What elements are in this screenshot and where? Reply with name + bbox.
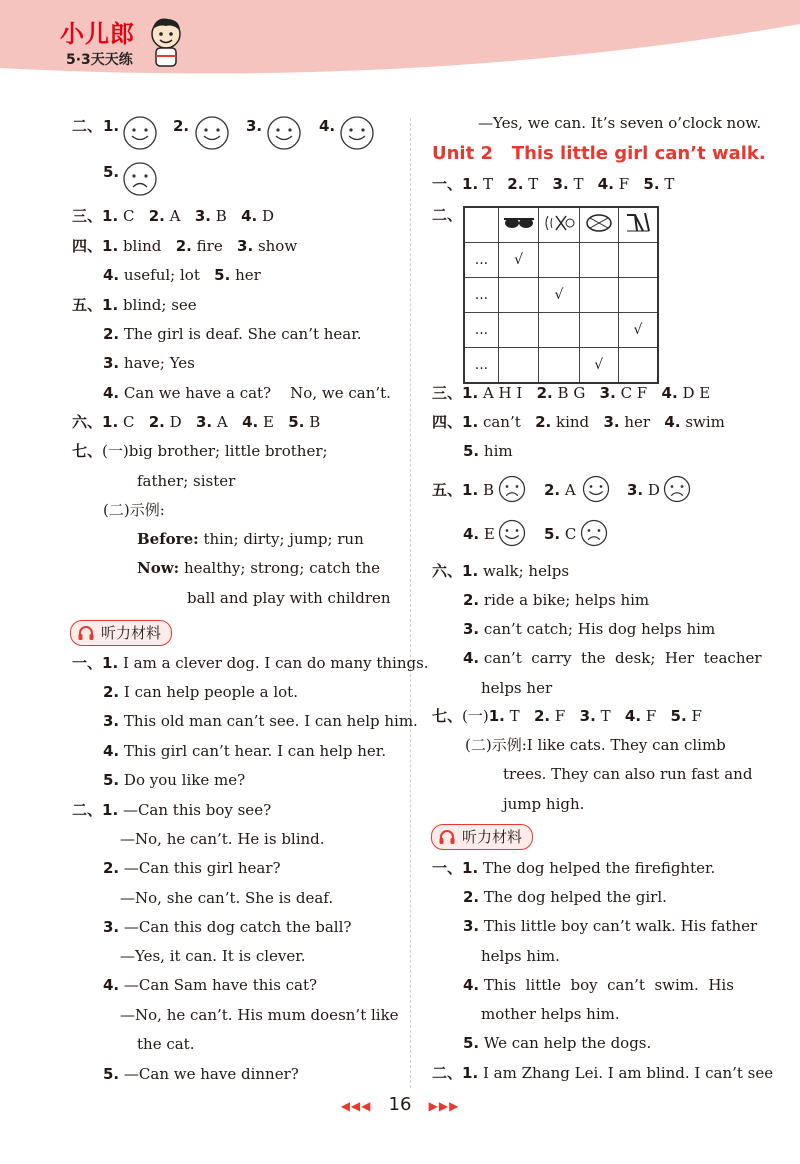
grid-row-label: ... bbox=[464, 278, 498, 313]
right-ex5: 五、1. B bbox=[432, 481, 494, 499]
sunglasses-icon bbox=[498, 207, 538, 243]
happy-face-icon bbox=[339, 115, 375, 151]
check-mark: √ bbox=[618, 313, 658, 348]
page-number: 16 bbox=[388, 1094, 412, 1115]
right-ex3: 三、1. A H I 2. B G 3. C F 4. D E bbox=[432, 384, 711, 402]
headphones-icon bbox=[438, 828, 456, 846]
page-footer bbox=[0, 1094, 800, 1115]
check-mark: √ bbox=[579, 348, 618, 384]
sad-face-icon bbox=[122, 161, 158, 197]
right-ex2: 二、 bbox=[432, 206, 463, 224]
unit-title: Unit 2 This little girl can’t walk. bbox=[432, 143, 766, 164]
check-mark: √ bbox=[498, 243, 538, 278]
happy-face-icon bbox=[122, 115, 158, 151]
answer-grid bbox=[463, 206, 659, 373]
happy-face-icon bbox=[497, 518, 527, 548]
left-ex2: 二、 bbox=[72, 117, 103, 135]
sad-face-icon bbox=[497, 474, 527, 504]
right-ex6: 六、1. walk; helps bbox=[432, 562, 570, 580]
right-ex7: 七、(一)1. T 2. F 3. T 4. F 5. F bbox=[432, 707, 702, 725]
right-top-line: —Yes, we can. It’s seven o’clock now. bbox=[478, 114, 762, 132]
happy-face-icon bbox=[194, 115, 230, 151]
left-ex5: 五、1. blind; see bbox=[72, 296, 197, 314]
grid-corner bbox=[464, 207, 498, 243]
grid-row-label: ... bbox=[464, 243, 498, 278]
left-ex3: 三、1. C 2. A 3. B 4. D bbox=[72, 207, 275, 225]
left-listen-2: 二、1. —Can this boy see? bbox=[72, 801, 272, 819]
grid-row-label: ... bbox=[464, 313, 498, 348]
headphones-icon bbox=[77, 624, 95, 642]
right-listen-1: 一、1. The dog helped the firefighter. bbox=[432, 859, 716, 877]
hearing-aid-icon bbox=[539, 207, 579, 243]
mascot-icon bbox=[146, 16, 186, 70]
brand-logo: 小儿郎 bbox=[60, 20, 135, 48]
left-ex7: 七、(一)big brother; little brother; bbox=[72, 442, 328, 460]
left-arrows-icon: ◀◀◀ bbox=[340, 1099, 372, 1113]
listening-material-badge: 听力材料 bbox=[431, 824, 533, 850]
listening-material-badge: 听力材料 bbox=[70, 620, 172, 646]
happy-face-icon bbox=[266, 115, 302, 151]
happy-face-icon bbox=[581, 474, 611, 504]
ball-icon bbox=[579, 207, 618, 243]
right-ex4: 四、1. can’t 2. kind 3. her 4. swim bbox=[432, 413, 725, 431]
left-ex6: 六、1. C 2. D 3. A 4. E 5. B bbox=[72, 413, 321, 431]
right-listen-2: 二、1. I am Zhang Lei. I am blind. I can’t see bbox=[432, 1064, 774, 1082]
check-mark: √ bbox=[539, 278, 579, 313]
bicycle-icon bbox=[618, 207, 658, 243]
right-arrows-icon: ▶▶▶ bbox=[428, 1099, 460, 1113]
column-divider bbox=[410, 118, 411, 1088]
brand-series: 5·3天天练 bbox=[66, 52, 133, 68]
sad-face-icon bbox=[662, 474, 692, 504]
left-listen-1: 一、1. I am a clever dog. I can do many things. bbox=[72, 654, 429, 672]
left-ex4-line2: 4. useful; lot 5. her bbox=[103, 266, 261, 284]
grid-row-label: ... bbox=[464, 348, 498, 384]
sad-face-icon bbox=[579, 518, 609, 548]
left-ex4: 四、1. blind 2. fire 3. show bbox=[72, 237, 298, 255]
right-ex1: 一、1. T 2. T 3. T 4. F 5. T bbox=[432, 175, 675, 193]
